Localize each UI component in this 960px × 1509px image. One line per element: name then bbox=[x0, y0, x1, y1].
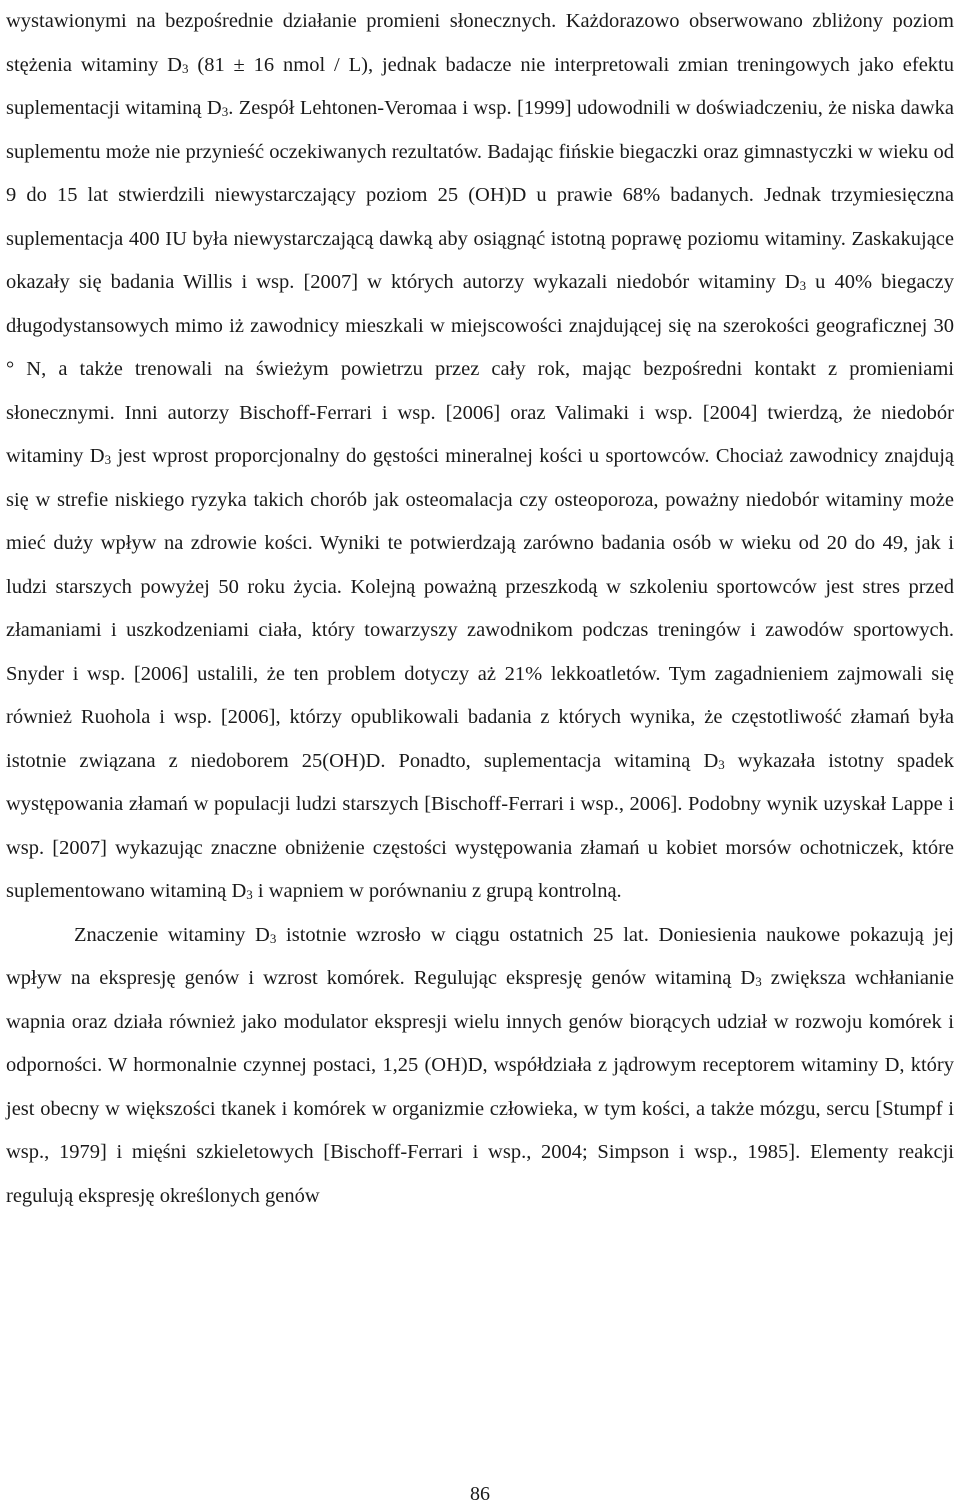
text-run: istotnie wzrosło w ciągu ostatnich 25 lat. Doniesienia naukowe pokazują jej wpływ na ekspresję genów i wzrost komórek. Regulując ekspresję genów witaminą D bbox=[6, 923, 955, 989]
paragraph bbox=[6, 0, 954, 914]
subscript: 3 bbox=[269, 930, 277, 946]
text-run: Znaczenie witaminy D bbox=[74, 923, 270, 946]
subscript: 3 bbox=[755, 974, 762, 989]
paragraph bbox=[6, 914, 954, 1219]
text-run: . Zespół Lehtonen-Veromaa i wsp. [1999] udowodnili w doświadczeniu, że niska dawka suplementu może nie przynieść oczekiwanych rezultatów. Badając fińskie biegaczki oraz gimnastyczki w wieku od 9 do 15 lat stwierdzili niewystarczający poziom 25 (OH)D u prawie 68% badanych. Jednak trzymiesięczna suplementacja 400 IU była niewystarczającą dawką aby osiągnąć istotną poprawę poziomu witaminy. Zaskakujące okazały się badania Willis i wsp. [2007] w których autorzy wykazali niedobór witaminy D bbox=[6, 97, 954, 293]
subscript: 3 bbox=[718, 756, 725, 772]
text-run: zwiększa wchłanianie wapnia oraz działa również jako modulator ekspresji wielu innych genów biorących udział w rozwoju komórek i odporności. W hormonalnie czynnej postaci, 1,25 (OH)D, współdziała z jądrowym receptorem witaminy D, który jest obecny w większości tkanek i komórek w organizmie człowieka, w tym kości, a także mózgu, sercu [Stumpf i wsp., 1979] i mięśni szkieletowych [Bischoff-Ferrari i wsp., 2004; Simpson i wsp., 1985]. Elementy reakcji regulują ekspresję określonych genów bbox=[6, 967, 954, 1207]
text-run: (81 ± 16 nmol / L), jednak badacze nie interpretowali zmian treningowych jako efektu suplementacji witaminą D bbox=[6, 53, 954, 119]
text-run: wykazała istotny spadek występowania złamań w populacji ludzi starszych [Bischoff-Ferrari i wsp., 2006]. Podobny wynik uzyskał Lappe i wsp. [2007] wykazując znaczne obniżenie częstości występowania złamań u kobiet morsów ochotniczek, które suplementowano witaminą D bbox=[6, 749, 954, 902]
text-run: wystawionymi na bezpośrednie działanie promieni słonecznych. Każdorazowo obserwowano zbliżony poziom stężenia witaminy D bbox=[6, 10, 954, 76]
subscript: 3 bbox=[799, 278, 807, 293]
text-run: u 40% biegaczy długodystansowych mimo iż zawodnicy mieszkali w miejscowości znajdującej się na szerokości geograficznej 30 ° N, a także trenowali na świeżym powietrzu przez cały rok, mając bezpośredni kontakt z promieniami słonecznymi. Inni autorzy Bischoff-Ferrari i wsp. [2006] oraz Valimaki i wsp. [2004] twierdzą, że niedobór witaminy D bbox=[6, 271, 954, 467]
body-text bbox=[6, 0, 954, 1218]
text-run: jest wprost proporcjonalny do gęstości mineralnej kości u sportowców. Chociaż zawodnicy znajdują się w strefie niskiego ryzyka takich chorób jak osteomalacja czy osteoporoza, poważny niedobór witaminy może mieć duży wpływ na zdrowie kości. Wyniki te potwierdzają zarówno badania osób w wieku od 20 do 49, jak i ludzi starszych powyżej 50 roku życia. Kolejną poważną przeszkodą w szkoleniu sportowców jest stres przed złamaniami i uszkodzeniami ciała, który towarzyszy zawodnikom podczas treningów i zawodów sportowych. Snyder i wsp. [2006] ustalili, że ten problem dotyczy aż 21% lekkoatletów. Tym zagadnieniem zajmowali się również Ruohola i wsp. [2006], którzy opublikowali badania z których wynika, że częstotliwość złamań była istotnie związana z niedoborem 25(OH)D. Ponadto, suplementacja witaminą D bbox=[6, 445, 955, 772]
page-number: 86 bbox=[470, 1483, 490, 1505]
subscript: 3 bbox=[104, 452, 112, 467]
subscript: 3 bbox=[221, 104, 229, 119]
text-run: i wapniem w porównaniu z grupą kontrolną. bbox=[252, 880, 622, 902]
subscript: 3 bbox=[182, 60, 189, 76]
subscript: 3 bbox=[246, 887, 253, 902]
